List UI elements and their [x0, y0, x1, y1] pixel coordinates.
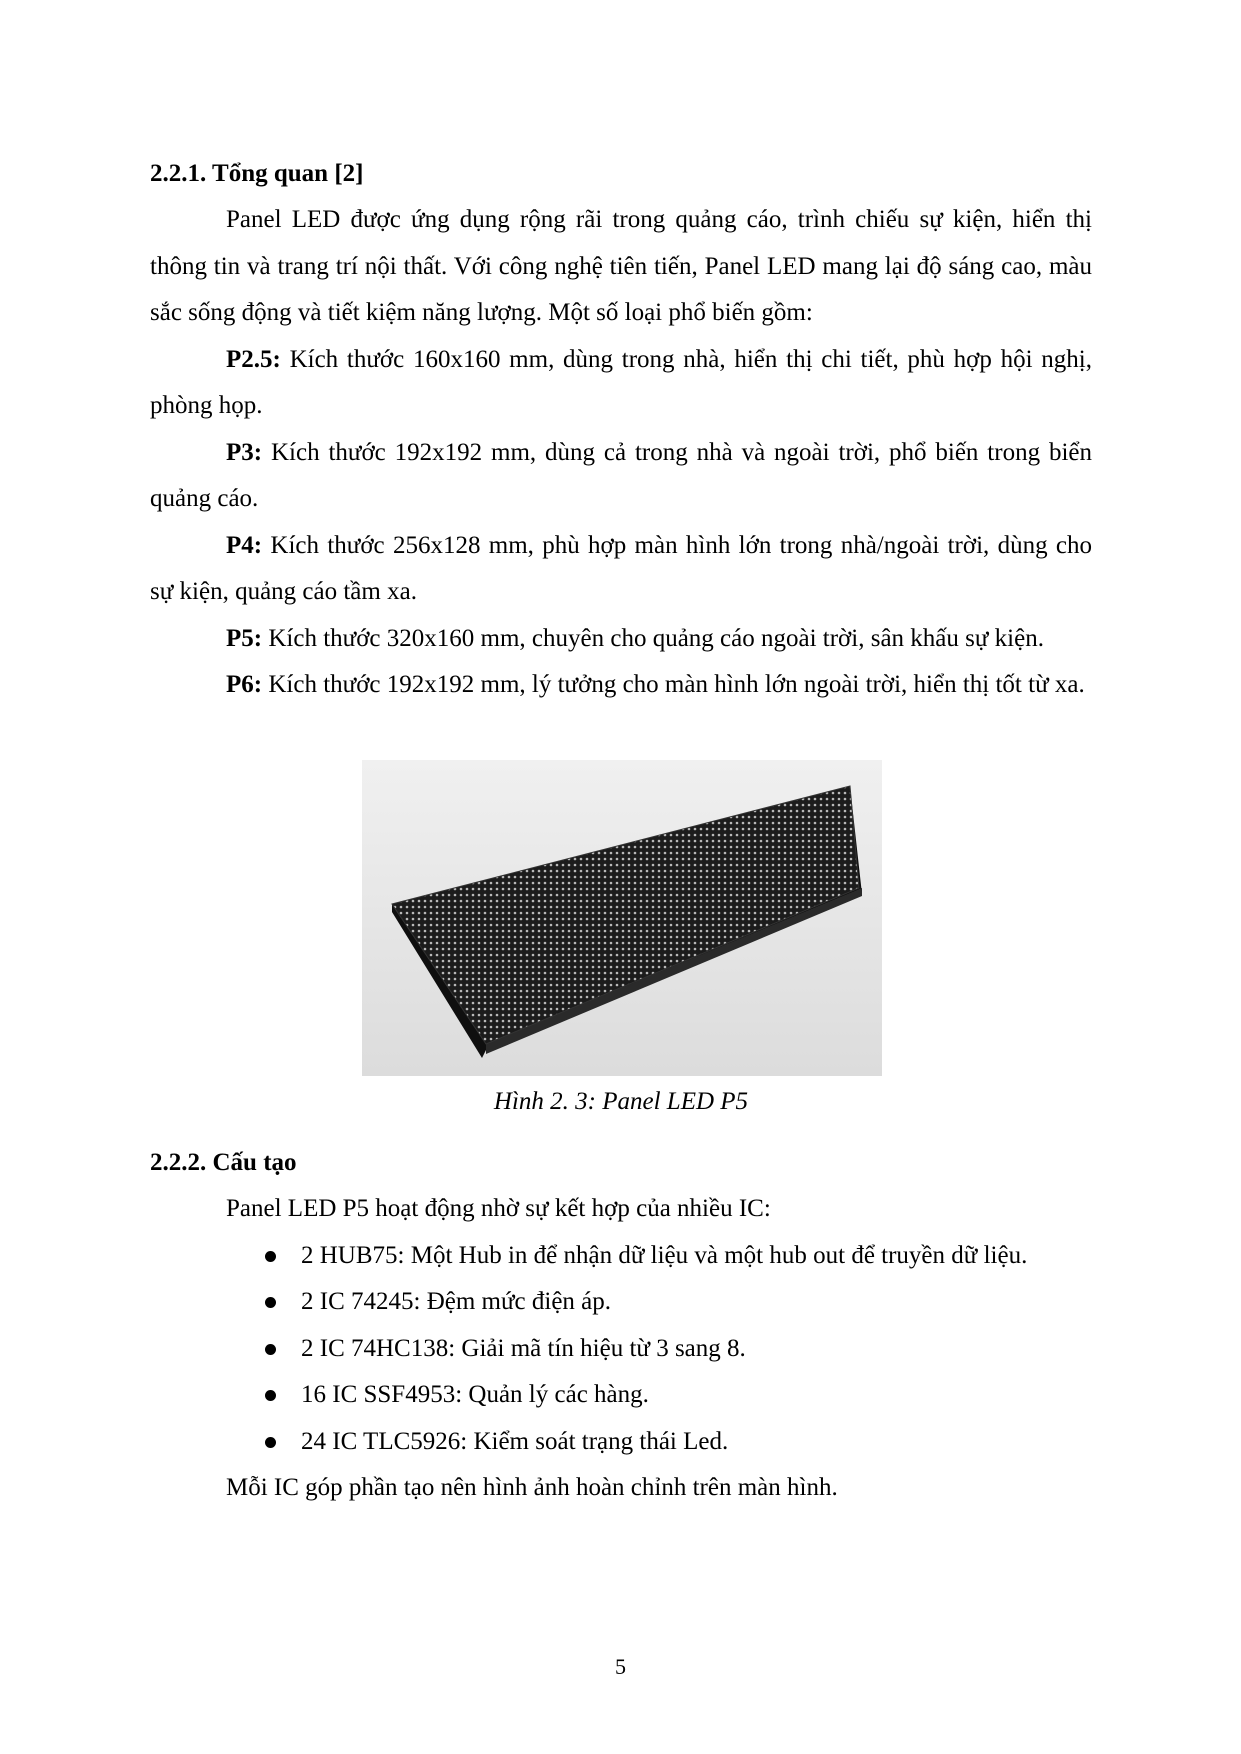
list-item	[150, 1233, 1092, 1280]
figure-caption: Hình 2. 3: Panel LED P5	[493, 1088, 749, 1115]
bullet-icon	[265, 1297, 276, 1308]
type-name: P2.5:	[226, 345, 281, 373]
section-2-2-2	[150, 1139, 1092, 1512]
list-item-text: 16 IC SSF4953: Quản lý các hàng.	[301, 1381, 649, 1408]
type-paragraph-p2-5	[150, 337, 1092, 430]
bullet-icon	[265, 1390, 276, 1401]
type-name: P4:	[226, 531, 263, 559]
type-desc: Kích thước 160x160 mm, dùng trong nhà, hiển thị chi tiết, phù hợp hội nghị, phòng họp.	[150, 345, 1092, 419]
type-desc: Kích thước 192x192 mm, lý tưởng cho màn hình lớn ngoài trời, hiển thị tốt từ xa.	[262, 671, 1085, 698]
ic-list	[150, 1233, 1092, 1466]
type-name: P6:	[226, 671, 263, 698]
bullet-icon	[265, 1344, 276, 1355]
list-item	[150, 1326, 1092, 1373]
type-name: P5:	[226, 624, 263, 652]
list-item	[150, 1279, 1092, 1326]
page-number: 5	[615, 1654, 626, 1679]
type-paragraph-p5	[150, 616, 1092, 663]
intro-paragraph: Panel LED P5 hoạt động nhờ sự kết hợp của nhiều IC:	[226, 1195, 771, 1222]
section-heading: 2.2.1. Tổng quan [2]	[150, 160, 364, 187]
bullet-icon	[265, 1251, 276, 1262]
list-item-text: 24 IC TLC5926: Kiểm soát trạng thái Led.	[301, 1427, 729, 1455]
list-item	[150, 1419, 1092, 1466]
led-panel-photo	[362, 760, 882, 1076]
type-paragraph-p6	[150, 662, 1092, 709]
section-heading: 2.2.2. Cấu tạo	[150, 1149, 297, 1176]
type-desc: Kích thước 320x160 mm, chuyên cho quảng cáo ngoài trời, sân khấu sự kiện.	[262, 624, 1044, 652]
intro-paragraph: Panel LED được ứng dụng rộng rãi trong quảng cáo, trình chiếu sự kiện, hiển thị thông tin và trang trí nội thất. Với công nghệ tiên tiến, Panel LED mang lại độ sáng cao, màu sắc sống động và tiết kiệm năng lượng. Một số loại phổ biến gồm:	[150, 206, 1092, 326]
type-desc: Kích thước 192x192 mm, dùng cả trong nhà và ngoài trời, phổ biến trong biển quảng cáo.	[150, 438, 1092, 512]
bullet-icon	[265, 1437, 276, 1448]
type-desc: Kích thước 256x128 mm, phù hợp màn hình lớn trong nhà/ngoài trời, dùng cho sự kiện, quảng cáo tầm xa.	[150, 531, 1092, 605]
type-name: P3:	[226, 438, 263, 466]
list-item-text: 2 IC 74HC138: Giải mã tín hiệu từ 3 sang 8.	[301, 1334, 746, 1362]
list-item	[150, 1372, 1092, 1419]
list-item-text: 2 IC 74245: Đệm mức điện áp.	[301, 1288, 612, 1315]
list-item-text: 2 HUB75: Một Hub in để nhận dữ liệu và một hub out để truyền dữ liệu.	[301, 1241, 1028, 1269]
closing-paragraph: Mỗi IC góp phần tạo nên hình ảnh hoàn chỉnh trên màn hình.	[226, 1474, 838, 1501]
type-paragraph-p3	[150, 430, 1092, 523]
section-2-2-1	[150, 150, 1092, 709]
type-paragraph-p4	[150, 523, 1092, 616]
